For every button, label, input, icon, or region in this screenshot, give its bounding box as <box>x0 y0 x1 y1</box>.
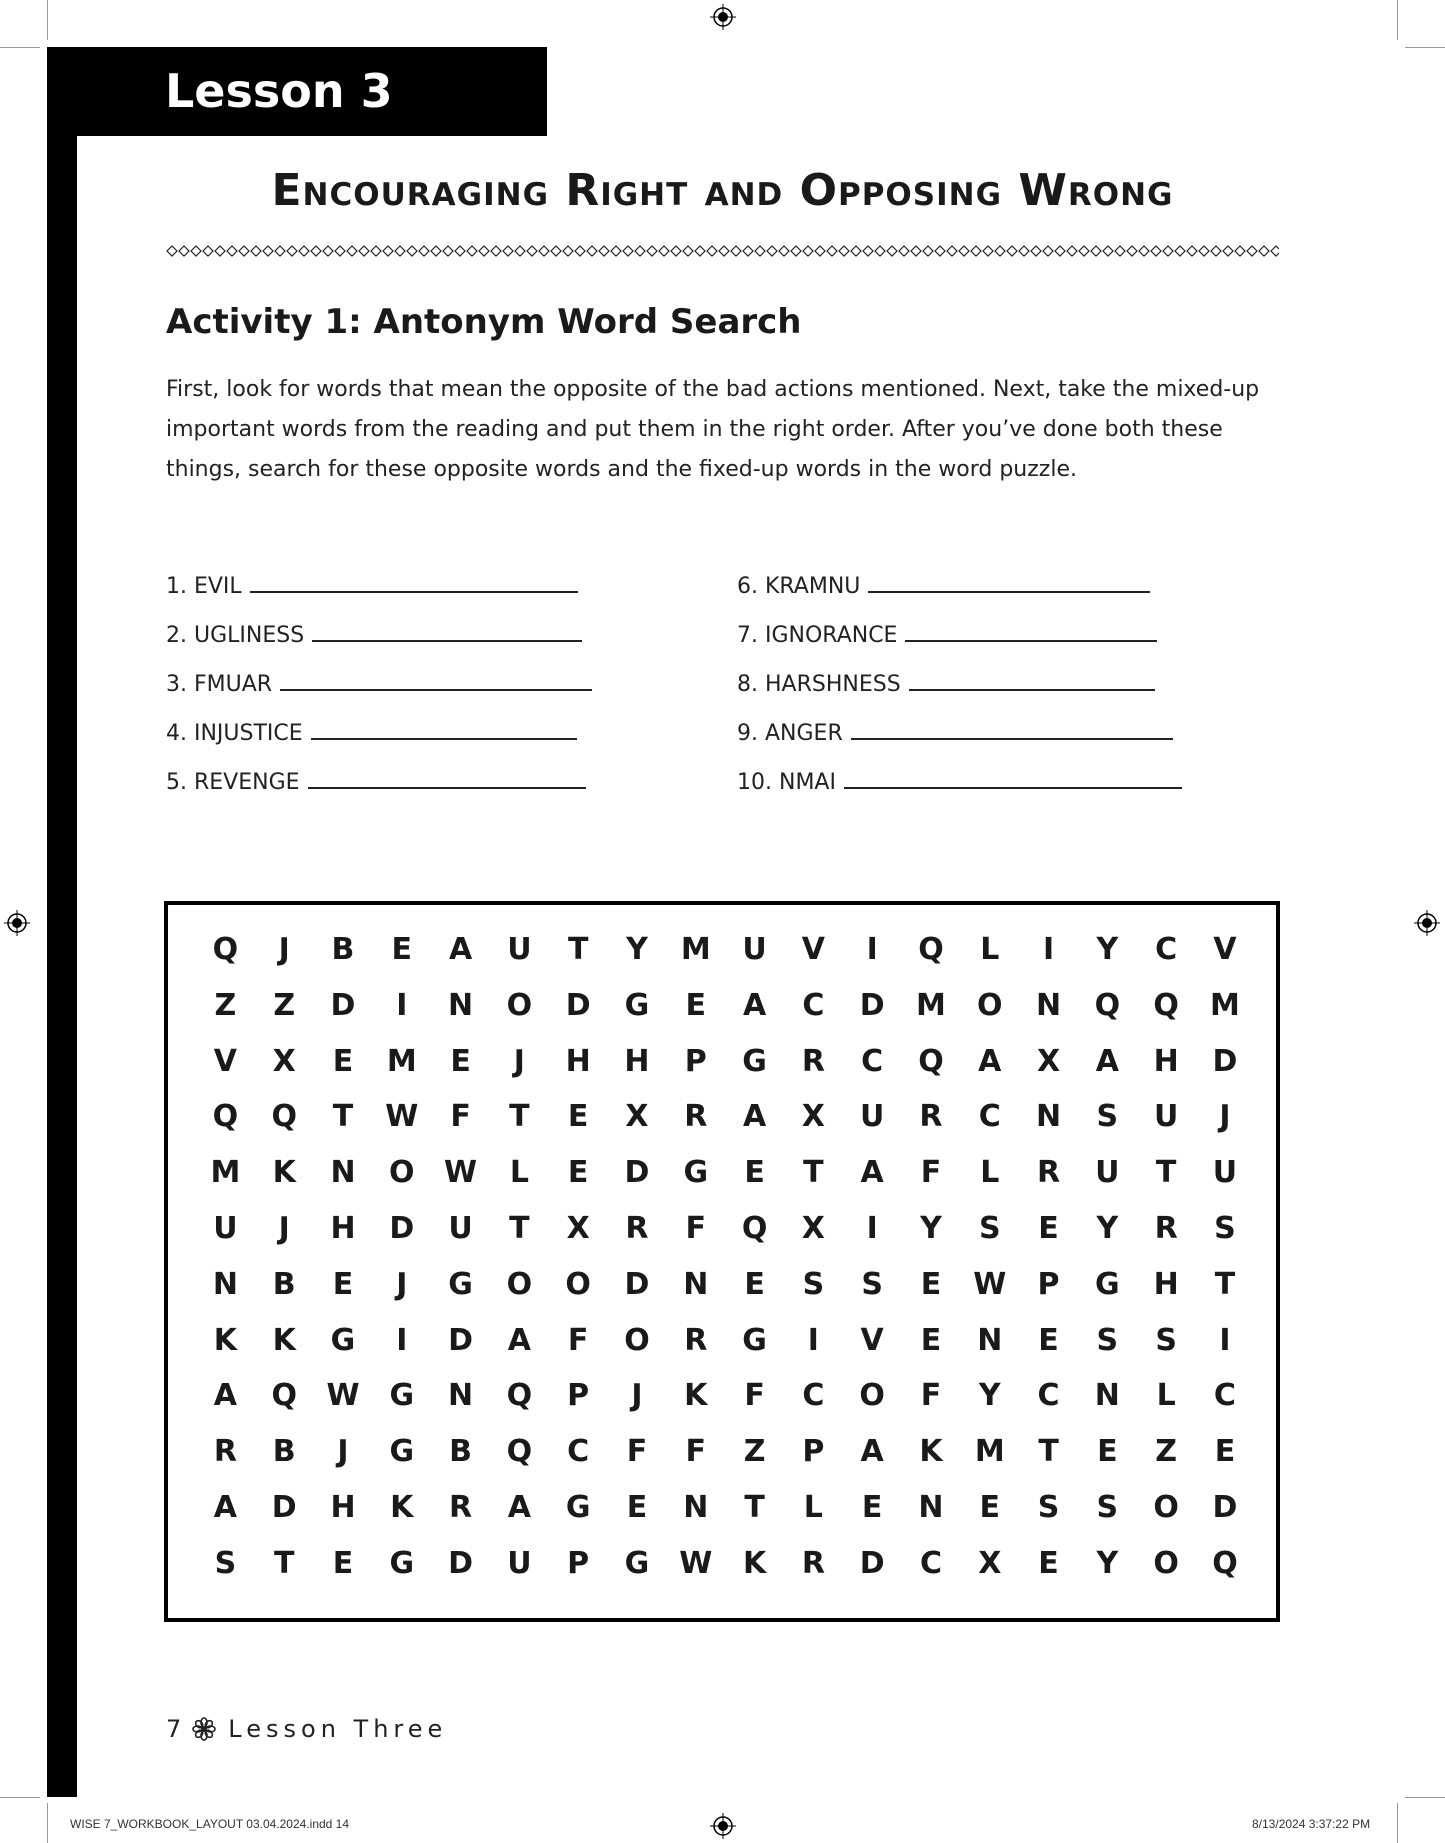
grid-letter[interactable]: U <box>1095 1155 1120 1191</box>
grid-letter[interactable]: J <box>337 1434 349 1470</box>
grid-letter[interactable]: P <box>567 1545 590 1581</box>
grid-letter[interactable]: J <box>278 932 290 967</box>
grid-letter[interactable]: Q <box>918 932 944 967</box>
grid-letter[interactable]: L <box>980 932 1000 967</box>
word-item <box>166 712 766 761</box>
grid-letter[interactable]: N <box>1094 1378 1120 1414</box>
grid-letter[interactable]: O <box>624 1322 650 1358</box>
grid-letter[interactable]: G <box>330 1322 356 1358</box>
grid-letter[interactable]: J <box>278 1210 290 1246</box>
grid-letter[interactable]: U <box>1153 1099 1179 1135</box>
grid-letter[interactable]: L <box>803 1489 823 1525</box>
grid-letter[interactable]: W <box>326 1378 360 1414</box>
grid-letter[interactable]: N <box>683 1489 709 1525</box>
grid-letter[interactable]: A <box>742 1099 767 1135</box>
crop-mark <box>1397 0 1398 40</box>
grid-letter[interactable]: X <box>625 1099 649 1135</box>
grid-letter[interactable]: H <box>1153 1266 1179 1302</box>
grid-letter[interactable]: E <box>1038 1210 1059 1246</box>
grid-letter[interactable]: C <box>567 1434 590 1470</box>
grid-letter[interactable]: G <box>1095 1266 1120 1302</box>
grid-letter[interactable]: M <box>974 1434 1005 1470</box>
grid-letter[interactable]: I <box>1219 1322 1231 1358</box>
grid-letter[interactable]: O <box>977 987 1003 1023</box>
grid-letter[interactable]: E <box>920 1322 942 1358</box>
page-sidebar-bar <box>47 47 77 1797</box>
crop-mark <box>47 0 48 40</box>
crop-mark <box>0 1797 40 1798</box>
grid-letter[interactable]: S <box>1096 1322 1119 1358</box>
grid-row <box>196 1376 1254 1432</box>
word-item-label: 3. FMUAR <box>166 672 273 697</box>
grid-letter[interactable]: E <box>1097 1434 1118 1470</box>
grid-letter[interactable]: E <box>567 1099 589 1135</box>
crop-mark <box>1397 1803 1398 1843</box>
section-label: Lesson Three <box>228 1715 448 1743</box>
grid-letter[interactable]: N <box>683 1266 709 1302</box>
grid-letter[interactable]: S <box>802 1266 825 1302</box>
grid-letter[interactable]: O <box>1153 1545 1179 1581</box>
grid-letter[interactable]: K <box>390 1489 414 1525</box>
grid-letter[interactable]: T <box>509 1099 530 1135</box>
grid-row <box>196 1042 1254 1098</box>
grid-letter[interactable]: E <box>1038 1322 1059 1358</box>
answer-blank[interactable] <box>868 565 1150 593</box>
word-item <box>166 614 766 663</box>
grid-letter[interactable]: T <box>744 1489 765 1525</box>
grid-row <box>196 1321 1254 1377</box>
grid-letter[interactable]: R <box>684 1322 708 1358</box>
grid-letter[interactable]: P <box>567 1378 590 1414</box>
grid-letter[interactable]: M <box>386 1043 417 1079</box>
grid-letter[interactable]: Y <box>1096 932 1119 967</box>
grid-letter[interactable]: A <box>213 1489 237 1525</box>
grid-letter[interactable]: C <box>1213 1378 1236 1414</box>
grid-letter[interactable]: W <box>973 1266 1007 1302</box>
grid-letter[interactable]: S <box>978 1210 1001 1246</box>
grid-letter[interactable]: N <box>1036 1099 1062 1135</box>
grid-letter[interactable]: I <box>396 987 408 1023</box>
grid-letter[interactable]: U <box>507 932 532 967</box>
grid-letter[interactable]: U <box>1212 1155 1238 1191</box>
grid-letter[interactable]: A <box>448 932 473 967</box>
grid-letter[interactable]: O <box>389 1155 415 1191</box>
grid-letter[interactable]: D <box>1212 1489 1238 1525</box>
grid-letter[interactable]: K <box>213 1322 238 1358</box>
grid-letter[interactable]: Q <box>271 1378 297 1414</box>
grid-letter[interactable]: C <box>802 1378 825 1414</box>
grid-letter[interactable]: K <box>919 1434 943 1470</box>
word-item <box>737 565 1337 614</box>
grid-row <box>196 1209 1254 1265</box>
answer-blank[interactable] <box>280 663 592 691</box>
registration-mark-icon <box>710 1813 736 1839</box>
grid-row <box>196 1432 1254 1488</box>
grid-letter[interactable]: T <box>273 1545 295 1581</box>
word-search-grid <box>196 930 1254 1600</box>
grid-letter[interactable]: Q <box>506 1378 533 1414</box>
word-item-label: 5. REVENGE <box>166 770 300 795</box>
grid-letter[interactable]: Y <box>978 1378 1001 1414</box>
grid-letter[interactable]: K <box>272 1322 296 1358</box>
grid-letter[interactable]: E <box>979 1489 1000 1525</box>
grid-letter[interactable]: Z <box>1155 1434 1178 1470</box>
grid-letter[interactable]: E <box>567 1155 589 1191</box>
grid-letter[interactable]: N <box>212 1266 238 1302</box>
grid-letter[interactable]: X <box>566 1210 590 1246</box>
grid-letter[interactable]: D <box>271 1489 297 1525</box>
grid-letter[interactable]: A <box>507 1322 531 1358</box>
grid-letter[interactable]: U <box>507 1545 532 1581</box>
grid-letter[interactable]: I <box>396 1322 408 1358</box>
grid-letter[interactable]: C <box>919 1545 942 1581</box>
grid-letter[interactable]: E <box>920 1266 942 1302</box>
grid-letter[interactable]: H <box>330 1489 356 1525</box>
answer-blank[interactable] <box>851 712 1173 740</box>
grid-letter[interactable]: G <box>389 1378 415 1414</box>
grid-letter[interactable]: F <box>450 1099 471 1135</box>
grid-letter[interactable]: H <box>330 1210 356 1246</box>
answer-blank[interactable] <box>844 761 1182 789</box>
crop-mark <box>0 47 40 48</box>
grid-letter[interactable]: A <box>742 987 767 1023</box>
grid-letter[interactable]: T <box>1214 1266 1236 1302</box>
grid-letter[interactable]: L <box>509 1155 529 1191</box>
grid-letter[interactable]: L <box>980 1155 1000 1191</box>
grid-letter[interactable]: H <box>1153 1043 1179 1079</box>
grid-letter[interactable]: N <box>330 1155 356 1191</box>
grid-letter[interactable]: X <box>1036 1043 1061 1079</box>
grid-letter[interactable]: E <box>1214 1434 1236 1470</box>
grid-letter[interactable]: E <box>626 1489 648 1525</box>
grid-letter[interactable]: F <box>920 1378 942 1414</box>
grid-letter[interactable]: H <box>565 1043 591 1079</box>
grid-letter[interactable]: Y <box>1096 1545 1119 1581</box>
grid-letter[interactable]: R <box>625 1210 649 1246</box>
grid-letter[interactable]: Y <box>920 1210 942 1246</box>
grid-letter[interactable]: Q <box>1094 987 1121 1023</box>
grid-letter[interactable]: N <box>448 987 474 1023</box>
grid-letter[interactable]: Y <box>1096 1210 1119 1246</box>
grid-letter[interactable]: D <box>1212 1043 1238 1079</box>
grid-letter[interactable]: U <box>213 1210 238 1246</box>
grid-letter[interactable]: P <box>1037 1266 1060 1302</box>
word-item-label: 8. HARSHNESS <box>737 672 901 697</box>
word-list-right <box>737 565 1337 810</box>
grid-letter[interactable]: I <box>866 932 878 967</box>
grid-letter[interactable]: M <box>1210 987 1240 1023</box>
grid-letter[interactable]: V <box>801 932 825 967</box>
grid-letter[interactable]: R <box>801 1545 825 1581</box>
word-item <box>737 761 1337 810</box>
registration-mark-icon <box>710 4 736 30</box>
grid-letter[interactable]: Z <box>743 1434 766 1470</box>
word-item-label: 4. INJUSTICE <box>166 721 303 746</box>
grid-letter[interactable]: J <box>1219 1099 1231 1135</box>
grid-letter[interactable]: B <box>449 1434 473 1470</box>
grid-letter[interactable]: U <box>742 932 767 967</box>
answer-blank[interactable] <box>909 663 1155 691</box>
grid-letter[interactable]: E <box>391 932 413 967</box>
grid-letter[interactable]: X <box>801 1099 825 1135</box>
grid-letter[interactable]: E <box>861 1489 883 1525</box>
crop-mark <box>1405 1797 1445 1798</box>
page-title: Encouraging Right and Opposing Wrong <box>271 165 1174 216</box>
grid-letter[interactable]: C <box>861 1043 884 1079</box>
grid-letter[interactable]: A <box>213 1378 237 1414</box>
grid-letter[interactable]: T <box>1038 1434 1059 1470</box>
grid-letter[interactable]: R <box>919 1099 943 1135</box>
flower-icon <box>192 1717 216 1741</box>
word-item <box>737 663 1337 712</box>
grid-letter[interactable]: F <box>685 1434 707 1470</box>
grid-letter[interactable]: S <box>1037 1489 1060 1525</box>
grid-letter[interactable]: A <box>1095 1043 1119 1079</box>
grid-letter[interactable]: D <box>448 1322 474 1358</box>
grid-letter[interactable]: W <box>679 1545 713 1581</box>
grid-letter[interactable]: S <box>1214 1210 1236 1246</box>
slug-file: WISE 7_WORKBOOK_LAYOUT 03.04.2024.indd 14 <box>70 1817 350 1831</box>
grid-letter[interactable]: O <box>506 1266 533 1302</box>
crop-mark <box>47 1803 48 1843</box>
grid-letter[interactable]: D <box>859 987 885 1023</box>
grid-letter[interactable]: C <box>1155 932 1178 967</box>
grid-letter[interactable]: B <box>272 1266 296 1302</box>
grid-letter[interactable]: V <box>1213 932 1237 967</box>
grid-letter[interactable]: N <box>448 1378 474 1414</box>
grid-letter[interactable]: C <box>1037 1378 1060 1414</box>
answer-blank[interactable] <box>905 614 1157 642</box>
grid-letter[interactable]: G <box>389 1434 415 1470</box>
grid-letter[interactable]: W <box>385 1099 419 1135</box>
grid-letter[interactable]: H <box>624 1043 650 1079</box>
grid-letter[interactable]: J <box>631 1378 643 1414</box>
word-item-label: 9. ANGER <box>737 721 843 746</box>
grid-letter[interactable]: R <box>213 1434 237 1470</box>
grid-letter[interactable]: A <box>860 1434 884 1470</box>
grid-letter[interactable]: Q <box>1153 987 1179 1023</box>
slug-timestamp: 8/13/2024 3:37:22 PM <box>1252 1817 1371 1831</box>
answer-blank[interactable] <box>312 614 582 642</box>
grid-row <box>196 930 1254 986</box>
word-item-label: 1. EVIL <box>166 574 242 599</box>
grid-letter[interactable]: S <box>1096 1489 1119 1525</box>
grid-letter[interactable]: D <box>859 1545 885 1581</box>
word-item <box>166 761 766 810</box>
grid-letter[interactable]: D <box>624 1155 650 1191</box>
grid-row <box>196 1265 1254 1321</box>
grid-letter[interactable]: I <box>866 1210 878 1246</box>
word-item <box>166 565 766 614</box>
grid-letter[interactable]: K <box>684 1378 708 1414</box>
activity-title: Activity 1: Antonym Word Search <box>166 302 802 342</box>
grid-letter[interactable]: F <box>744 1378 765 1414</box>
grid-letter[interactable]: D <box>624 1266 650 1302</box>
grid-letter[interactable]: V <box>213 1043 237 1079</box>
grid-letter[interactable]: B <box>272 1434 296 1470</box>
grid-letter[interactable]: V <box>860 1322 884 1358</box>
grid-row <box>196 1544 1254 1600</box>
grid-letter[interactable]: T <box>567 932 589 967</box>
grid-letter[interactable]: Q <box>506 1434 533 1470</box>
grid-letter[interactable]: Q <box>741 1210 768 1246</box>
grid-letter[interactable]: G <box>565 1489 591 1525</box>
grid-letter[interactable]: C <box>802 987 825 1023</box>
grid-row <box>196 986 1254 1042</box>
grid-letter[interactable]: R <box>1037 1155 1061 1191</box>
grid-letter[interactable]: D <box>389 1210 415 1246</box>
grid-letter[interactable]: X <box>272 1043 296 1079</box>
grid-letter[interactable]: P <box>684 1043 707 1079</box>
grid-letter[interactable]: U <box>448 1210 473 1246</box>
grid-letter[interactable]: T <box>803 1155 824 1191</box>
grid-letter[interactable]: T <box>509 1210 530 1246</box>
grid-letter[interactable]: K <box>272 1155 296 1191</box>
word-item-label: 2. UGLINESS <box>166 623 305 648</box>
grid-letter[interactable]: E <box>744 1155 765 1191</box>
word-item-label: 10. NMAI <box>737 770 836 795</box>
grid-letter[interactable]: K <box>742 1545 767 1581</box>
grid-letter[interactable]: A <box>860 1155 884 1191</box>
grid-letter[interactable]: L <box>1156 1378 1176 1414</box>
word-list-left <box>166 565 766 810</box>
word-item-label: 7. IGNORANCE <box>737 623 898 648</box>
grid-letter[interactable]: E <box>332 1545 354 1581</box>
grid-letter[interactable]: W <box>444 1155 478 1191</box>
grid-letter[interactable]: M <box>210 1155 241 1191</box>
grid-letter[interactable]: Q <box>918 1043 944 1079</box>
grid-letter[interactable]: E <box>685 987 707 1023</box>
page-footer <box>166 1715 447 1743</box>
word-item <box>166 663 766 712</box>
grid-letter[interactable]: F <box>920 1155 942 1191</box>
grid-letter[interactable]: R <box>684 1099 708 1135</box>
grid-letter[interactable]: G <box>742 1322 767 1358</box>
word-item <box>737 614 1337 663</box>
grid-letter[interactable]: J <box>396 1266 408 1302</box>
grid-letter[interactable]: N <box>1036 987 1062 1023</box>
answer-blank[interactable] <box>250 565 578 593</box>
grid-letter[interactable]: S <box>1096 1099 1119 1135</box>
registration-mark-icon <box>4 910 30 936</box>
grid-letter[interactable]: Z <box>273 987 296 1023</box>
grid-letter[interactable]: R <box>1154 1210 1178 1246</box>
diamond-divider <box>166 242 1279 260</box>
registration-mark-icon <box>1414 910 1440 936</box>
grid-letter[interactable]: D <box>330 987 356 1023</box>
grid-letter[interactable]: M <box>916 987 946 1023</box>
grid-letter[interactable]: Z <box>214 987 237 1023</box>
grid-letter[interactable]: R <box>801 1043 825 1079</box>
grid-letter[interactable]: S <box>861 1266 883 1302</box>
grid-letter[interactable]: N <box>977 1322 1003 1358</box>
grid-letter[interactable]: Y <box>626 932 648 967</box>
grid-letter[interactable]: O <box>859 1378 885 1414</box>
grid-letter[interactable]: S <box>1155 1322 1177 1358</box>
grid-letter[interactable]: C <box>978 1099 1001 1135</box>
grid-letter[interactable]: Q <box>1212 1545 1238 1581</box>
grid-letter[interactable]: N <box>918 1489 944 1525</box>
grid-letter[interactable]: J <box>513 1043 525 1079</box>
grid-letter[interactable]: O <box>506 987 533 1023</box>
grid-row <box>196 1097 1254 1153</box>
grid-letter[interactable]: O <box>565 1266 591 1302</box>
grid-letter[interactable]: I <box>1042 932 1055 967</box>
instructions-paragraph: First, look for words that mean the opposite of the bad actions mentioned. Next, take the mixed-up important words from the reading and put them in the right order. After you’ve done both these things, search for these opposite words and the fixed-up words in the word puzzle. <box>166 377 1260 482</box>
grid-letter[interactable]: F <box>567 1322 589 1358</box>
grid-letter[interactable]: D <box>565 987 591 1023</box>
grid-letter[interactable]: E <box>332 1043 354 1079</box>
grid-letter[interactable]: G <box>683 1155 709 1191</box>
crop-mark <box>1405 47 1445 48</box>
grid-letter[interactable]: D <box>448 1545 474 1581</box>
grid-letter[interactable]: X <box>801 1210 825 1246</box>
answer-blank[interactable] <box>311 712 577 740</box>
grid-letter[interactable]: G <box>448 1266 473 1302</box>
grid-letter[interactable]: O <box>1153 1489 1179 1525</box>
grid-letter[interactable]: G <box>389 1545 415 1581</box>
grid-letter[interactable]: Q <box>271 1099 297 1135</box>
grid-letter[interactable]: E <box>450 1043 471 1079</box>
grid-letter[interactable]: E <box>1038 1545 1059 1581</box>
grid-letter[interactable]: Q <box>212 1099 239 1135</box>
grid-letter[interactable]: S <box>214 1545 237 1581</box>
grid-letter[interactable]: T <box>1155 1155 1177 1191</box>
word-item-label: 6. KRAMNU <box>737 574 861 599</box>
grid-letter[interactable]: U <box>859 1099 885 1135</box>
grid-letter[interactable]: T <box>332 1099 354 1135</box>
grid-letter[interactable]: X <box>978 1545 1002 1581</box>
grid-row <box>196 1153 1254 1209</box>
grid-row <box>196 1488 1254 1544</box>
grid-letter[interactable]: R <box>449 1489 473 1525</box>
word-item <box>737 712 1337 761</box>
grid-letter[interactable]: A <box>978 1043 1002 1079</box>
grid-letter[interactable]: M <box>680 932 711 967</box>
grid-letter[interactable]: E <box>332 1266 354 1302</box>
page-number: 7 <box>166 1715 187 1743</box>
grid-letter[interactable]: F <box>685 1210 707 1246</box>
grid-letter[interactable]: G <box>624 987 650 1023</box>
grid-letter[interactable]: B <box>331 932 355 967</box>
grid-letter[interactable]: Q <box>212 932 239 967</box>
grid-letter[interactable]: A <box>507 1489 531 1525</box>
answer-blank[interactable] <box>308 761 586 789</box>
grid-letter[interactable]: F <box>626 1434 648 1470</box>
grid-letter[interactable]: I <box>807 1322 819 1358</box>
grid-letter[interactable]: G <box>624 1545 650 1581</box>
grid-letter[interactable]: P <box>802 1434 825 1470</box>
grid-letter[interactable]: G <box>742 1043 767 1079</box>
grid-letter[interactable]: E <box>744 1266 765 1302</box>
lesson-tab: Lesson 3 <box>47 47 547 136</box>
